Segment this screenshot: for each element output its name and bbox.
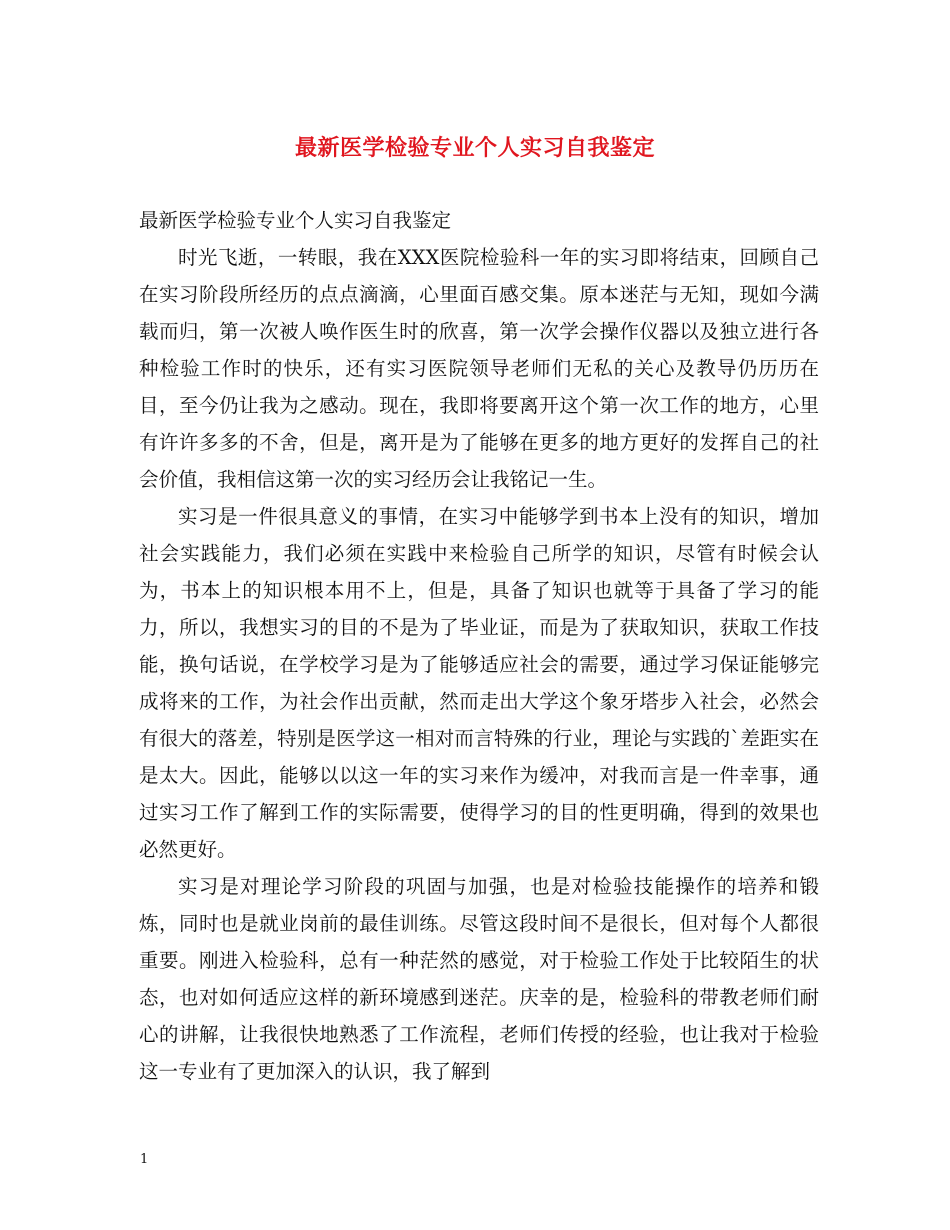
paragraph-1: 时光飞逝，一转眼，我在XXX医院检验科一年的实习即将结束，回顾自己在实习阶段所经历的点点滴滴，心里面百感交集。原本迷茫与无知，现如今满载而归，第一次被人唤作医生时的欣喜，第一次学会操作仪器以及独立进行各种检验工作时的快乐，还有实习医院领导老师们无私的关心及教导仍历历在目，至今仍让我为之感动。现在，我即将要离开这个第一次工作的地方，心里有许许多多的不舍，但是，离开是为了能够在更多的地方更好的发挥自己的社会价值，我相信这第一次的实习经历会让我铭记一生。 bbox=[139, 246, 819, 491]
paragraph-2: 实习是一件很具意义的事情，在实习中能够学到书本上没有的知识，增加社会实践能力，我们必须在实践中来检验自己所学的知识，尽管有时候会认为，书本上的知识根本用不上，但是，具备了知识也就等于具备了学习的能力，所以，我想实习的目的不是为了毕业证，而是为了获取知识，获取工作技能，换句话说，在学校学习是为了能够适应社会的需要，通过学习保证能够完成将来的工作，为社会作出贡献，然而走出大学这个象牙塔步入社会，必然会有很大的落差，特别是医学这一相对而言特殊的行业，理论与实践的`差距实在是太大。因此，能够以以这一年的实习来作为缓冲，对我而言是一件幸事，通过实习工作了解到工作的实际需要，使得学习的目的性更明确，得到的效果也必然更好。 bbox=[139, 505, 819, 861]
paragraph-3: 实习是对理论学习阶段的巩固与加强，也是对检验技能操作的培养和锻炼，同时也是就业岗前的最佳训练。尽管这段时间不是很长，但对每个人都很重要。刚进入检验科，总有一种茫然的感觉，对于检验工作处于比较陌生的状态，也对如何适应这样的新环境感到迷茫。庆幸的是，检验科的带教老师们耐心的讲解，让我很快地熟悉了工作流程，老师们传授的经验，也让我对于检验这一专业有了更加深入的认识，我了解到 bbox=[139, 875, 819, 1083]
document-subtitle: 最新医学检验专业个人实习自我鉴定 bbox=[139, 209, 452, 232]
document-body bbox=[139, 202, 819, 1090]
document-title: 最新医学检验专业个人实习自我鉴定 bbox=[294, 135, 655, 161]
page-number: 1 bbox=[140, 1152, 149, 1167]
